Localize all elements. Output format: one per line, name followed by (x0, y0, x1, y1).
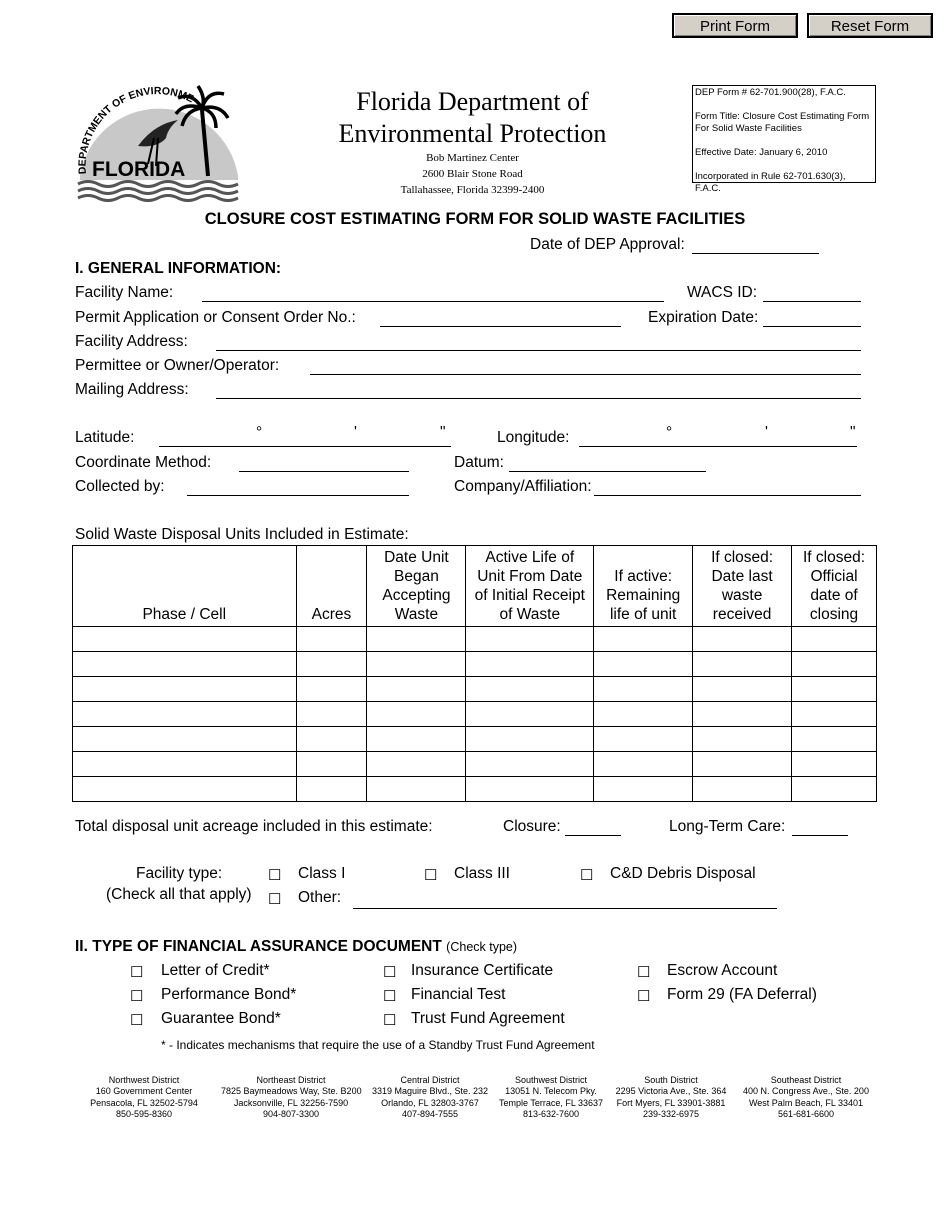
wacs-id-field[interactable] (763, 301, 861, 302)
expiration-date-field[interactable] (763, 326, 861, 327)
district-office (481, 1075, 621, 1120)
logo-arc-text: DEPARTMENT OF ENVIRONME (76, 85, 196, 175)
permittee-field[interactable] (310, 374, 861, 375)
district-phone: 850-595-8360 (115, 1108, 173, 1119)
district-office (601, 1075, 741, 1120)
fa-option-checkbox[interactable]: ☐ (383, 988, 397, 1005)
table-cell-input[interactable] (693, 702, 792, 727)
table-cell-input[interactable] (466, 702, 594, 727)
column-header-line: If closed: (803, 549, 866, 566)
column-header-line: waste (721, 587, 763, 604)
fa-option-checkbox[interactable]: ☐ (383, 1012, 397, 1029)
form-number: DEP Form # 62-701.900(28), F.A.C. (695, 87, 846, 98)
column-header-line: Unit From Date (477, 568, 583, 585)
fa-option-label: Financial Test (411, 986, 506, 1003)
district-phone: 239-332-6975 (642, 1108, 700, 1119)
table-cell-input[interactable] (73, 702, 297, 727)
district-l2: Pensacola, FL 32502-5794 (90, 1097, 198, 1108)
closure-acreage-label: Closure: (503, 818, 561, 835)
longitude-label: Longitude: (497, 429, 570, 446)
table-cell-input[interactable] (594, 702, 693, 727)
class1-label: Class I (298, 865, 346, 882)
table-cell-input[interactable] (296, 702, 367, 727)
address-line2: 2600 Blair Stone Road (422, 168, 523, 180)
column-header (693, 546, 792, 627)
form-title-line1: Form Title: Closure Cost Estimating Form (695, 111, 870, 122)
fa-option-label: Performance Bond* (161, 986, 297, 1003)
table-cell-input[interactable] (792, 777, 877, 802)
table-row (73, 652, 877, 677)
table-cell-input[interactable] (367, 727, 466, 752)
units-caption: Solid Waste Disposal Units Included in Estimate: (75, 526, 409, 543)
print-form-button[interactable]: Print Form (672, 13, 798, 38)
class3-checkbox[interactable]: ☐ (424, 867, 438, 884)
district-phone: 561-681-6600 (777, 1108, 835, 1119)
table-cell-input[interactable] (296, 652, 367, 677)
table-cell-input[interactable] (594, 677, 693, 702)
facility-type-hint: (Check all that apply) (106, 886, 252, 903)
table-cell-input[interactable] (73, 727, 297, 752)
table-cell-input[interactable] (367, 652, 466, 677)
collected-by-field[interactable] (187, 495, 409, 496)
table-cell-input[interactable] (693, 652, 792, 677)
address-line3: Tallahassee, Florida 32399-2400 (400, 184, 545, 196)
section1-heading: I. GENERAL INFORMATION: (75, 260, 282, 277)
district-office (221, 1075, 361, 1120)
longitude-second-symbol: " (850, 424, 856, 441)
acreage-label: Total disposal unit acreage included in this estimate: (75, 818, 433, 835)
column-header (296, 546, 367, 627)
fa-option-checkbox[interactable]: ☐ (130, 964, 144, 981)
latitude-field[interactable] (159, 446, 451, 447)
approval-date-label: Date of DEP Approval: (530, 236, 685, 253)
table-cell-input[interactable] (367, 777, 466, 802)
effective-date: Effective Date: January 6, 2010 (695, 147, 828, 158)
datum-label: Datum: (454, 454, 504, 471)
column-header (594, 546, 693, 627)
form-title-line2: For Solid Waste Facilities (695, 123, 802, 134)
column-header-line: received (712, 606, 772, 623)
fa-option-label: Form 29 (FA Deferral) (667, 986, 817, 1003)
district-l1: 3319 Maguire Blvd., Ste. 232 (371, 1086, 489, 1097)
facility-address-label: Facility Address: (75, 333, 188, 350)
district-l2: Jacksonville, FL 32256-7590 (233, 1097, 349, 1108)
table-cell-input[interactable] (792, 752, 877, 777)
district-name: Northeast District (256, 1075, 326, 1085)
table-cell-input[interactable] (367, 702, 466, 727)
table-cell-input[interactable] (466, 727, 594, 752)
district-office (736, 1075, 876, 1120)
other-checkbox[interactable]: ☐ (268, 891, 282, 908)
ltc-acreage-field[interactable] (792, 835, 848, 836)
table-cell-input[interactable] (594, 652, 693, 677)
column-header (466, 546, 594, 627)
permit-app-field[interactable] (380, 326, 621, 327)
table-row (73, 702, 877, 727)
table-cell-input[interactable] (594, 627, 693, 652)
table-body (73, 627, 877, 802)
fa-option-checkbox[interactable]: ☐ (383, 964, 397, 981)
fa-option-checkbox[interactable]: ☐ (637, 988, 651, 1005)
address-line1: Bob Martinez Center (426, 152, 519, 164)
column-header-line: Date Unit (384, 549, 449, 566)
column-header-line: Waste (394, 606, 439, 623)
latitude-second-symbol: " (440, 424, 446, 441)
fa-option-checkbox[interactable]: ☐ (130, 988, 144, 1005)
column-header-line: Acres (311, 606, 352, 623)
section2-heading (75, 938, 517, 956)
class1-checkbox[interactable]: ☐ (268, 867, 282, 884)
fa-option-checkbox[interactable]: ☐ (130, 1012, 144, 1029)
district-name: Southeast District (770, 1075, 842, 1085)
table-cell-input[interactable] (693, 777, 792, 802)
column-header-line: life of unit (609, 606, 677, 623)
cd-debris-label: C&D Debris Disposal (610, 865, 756, 882)
facility-name-label: Facility Name: (75, 284, 174, 301)
facility-type-label: Facility type: (136, 865, 223, 882)
disposal-units-table (72, 545, 877, 802)
fa-option-label: Insurance Certificate (411, 962, 554, 979)
expiration-date-label: Expiration Date: (648, 309, 759, 326)
table-cell-input[interactable] (73, 752, 297, 777)
table-row (73, 627, 877, 652)
table-cell-input[interactable] (594, 752, 693, 777)
column-header-line: Date last (711, 568, 773, 585)
column-header (367, 546, 466, 627)
district-l2: Orlando, FL 32803-3767 (381, 1097, 479, 1108)
fa-option-label: Trust Fund Agreement (411, 1010, 565, 1027)
column-header-line: of Initial Receipt (474, 587, 585, 604)
district-l1: 160 Government Center (95, 1086, 193, 1097)
column-header-line: Phase / Cell (142, 606, 227, 623)
closure-acreage-field[interactable] (565, 835, 621, 836)
table-cell-input[interactable] (594, 727, 693, 752)
latitude-minute-symbol: ' (354, 424, 357, 441)
district-l1: 400 N. Congress Ave., Ste. 200 (743, 1086, 869, 1097)
district-name: South District (644, 1075, 698, 1085)
table-row (73, 677, 877, 702)
table-cell-input[interactable] (296, 752, 367, 777)
company-label: Company/Affiliation: (454, 478, 592, 495)
column-header-line: closing (809, 606, 859, 623)
table-cell-input[interactable] (367, 752, 466, 777)
collected-by-label: Collected by: (75, 478, 165, 495)
table-cell-input[interactable] (466, 627, 594, 652)
table-header-row (73, 546, 877, 627)
table-cell-input[interactable] (367, 627, 466, 652)
column-header-line: If active: (614, 568, 673, 585)
reset-form-button[interactable]: Reset Form (807, 13, 933, 38)
district-phone: 904-807-3300 (262, 1108, 320, 1119)
ltc-acreage-label: Long-Term Care: (669, 818, 786, 835)
datum-field[interactable] (509, 471, 706, 472)
incorporated-rule: Incorporated in Rule 62-701.630(3), F.A.C. (695, 171, 846, 194)
table-cell-input[interactable] (367, 677, 466, 702)
table-cell-input[interactable] (693, 677, 792, 702)
table-cell-input[interactable] (792, 652, 877, 677)
table-cell-input[interactable] (296, 777, 367, 802)
column-header (792, 546, 877, 627)
column-header-line: Active Life of (485, 549, 575, 566)
table-row (73, 777, 877, 802)
other-label: Other: (298, 889, 342, 906)
table-cell-input[interactable] (594, 777, 693, 802)
latitude-degree-symbol: ° (256, 424, 263, 441)
table-cell-input[interactable] (792, 627, 877, 652)
column-header-line: If closed: (711, 549, 774, 566)
table-cell-input[interactable] (296, 727, 367, 752)
table-cell-input[interactable] (693, 627, 792, 652)
table-cell-input[interactable] (466, 752, 594, 777)
form-title: CLOSURE COST ESTIMATING FORM FOR SOLID WASTE FACILITIES (204, 210, 746, 228)
class3-label: Class III (454, 865, 510, 882)
other-field[interactable] (353, 908, 777, 909)
district-l2: Temple Terrace, FL 33637 (498, 1097, 604, 1108)
district-name: Northwest District (108, 1075, 180, 1085)
district-name: Southwest District (514, 1075, 588, 1085)
agency-title-line1: Florida Department of (356, 87, 589, 116)
fa-option-checkbox[interactable]: ☐ (637, 964, 651, 981)
permit-app-label: Permit Application or Consent Order No.: (75, 309, 356, 326)
longitude-degree-symbol: ° (666, 424, 673, 441)
table-cell-input[interactable] (73, 777, 297, 802)
table-row (73, 727, 877, 752)
district-phone: 813-632-7600 (522, 1108, 580, 1119)
table-cell-input[interactable] (73, 652, 297, 677)
column-header-line: date of (810, 587, 858, 604)
coord-method-label: Coordinate Method: (75, 454, 212, 471)
logo-florida-text: FLORIDA (92, 158, 186, 181)
approval-date-field[interactable] (692, 253, 819, 254)
column-header-line: Accepting (382, 587, 451, 604)
facility-name-field[interactable] (202, 301, 664, 302)
table-cell-input[interactable] (693, 727, 792, 752)
district-name: Central District (400, 1075, 460, 1085)
form-info-box (692, 85, 876, 194)
fa-option-label: Guarantee Bond* (161, 1010, 281, 1027)
latitude-label: Latitude: (75, 429, 135, 446)
table-cell-input[interactable] (466, 777, 594, 802)
mailing-address-field[interactable] (216, 398, 861, 399)
table-cell-input[interactable] (296, 627, 367, 652)
facility-address-field[interactable] (216, 350, 861, 351)
column-header-line: Began (394, 568, 439, 585)
table-cell-input[interactable] (296, 677, 367, 702)
table-cell-input[interactable] (792, 702, 877, 727)
district-l2: West Palm Beach, FL 33401 (748, 1097, 864, 1108)
table-cell-input[interactable] (792, 677, 877, 702)
column-header-line: of Waste (499, 606, 561, 623)
table-row (73, 752, 877, 777)
column-header (73, 546, 297, 627)
agency-title-line2: Environmental Protection (338, 119, 607, 148)
column-header-line: Official (810, 568, 858, 585)
permittee-label: Permittee or Owner/Operator: (75, 357, 280, 374)
table-cell-input[interactable] (792, 727, 877, 752)
section2-title: II. TYPE OF FINANCIAL ASSURANCE DOCUMENT (75, 938, 442, 955)
table-cell-input[interactable] (73, 627, 297, 652)
district-l2: Fort Myers, FL 33901-3881 (616, 1097, 726, 1108)
table-cell-input[interactable] (693, 752, 792, 777)
column-header-line: Remaining (606, 587, 681, 604)
district-office (74, 1075, 214, 1120)
footnote: * - Indicates mechanisms that require the use of a Standby Trust Fund Agreement (161, 1038, 595, 1052)
mailing-address-label: Mailing Address: (75, 381, 189, 398)
table-cell-input[interactable] (466, 652, 594, 677)
district-l1: 2295 Victoria Ave., Ste. 364 (615, 1086, 727, 1097)
company-field[interactable] (594, 495, 861, 496)
table-cell-input[interactable] (466, 677, 594, 702)
district-office (360, 1075, 500, 1120)
district-phone: 407-894-7555 (401, 1108, 459, 1119)
cd-debris-checkbox[interactable]: ☐ (580, 867, 594, 884)
fa-option-label: Escrow Account (667, 962, 778, 979)
coord-method-field[interactable] (239, 471, 409, 472)
fa-option-label: Letter of Credit* (161, 962, 270, 979)
district-l1: 13051 N. Telecom Pky. (505, 1086, 597, 1097)
longitude-field[interactable] (579, 446, 857, 447)
wacs-id-label: WACS ID: (687, 284, 758, 301)
longitude-minute-symbol: ' (765, 424, 768, 441)
table-cell-input[interactable] (73, 677, 297, 702)
section2-note: (Check type) (446, 940, 518, 954)
district-l1: 7825 Baymeadows Way, Ste. B200 (221, 1086, 362, 1097)
